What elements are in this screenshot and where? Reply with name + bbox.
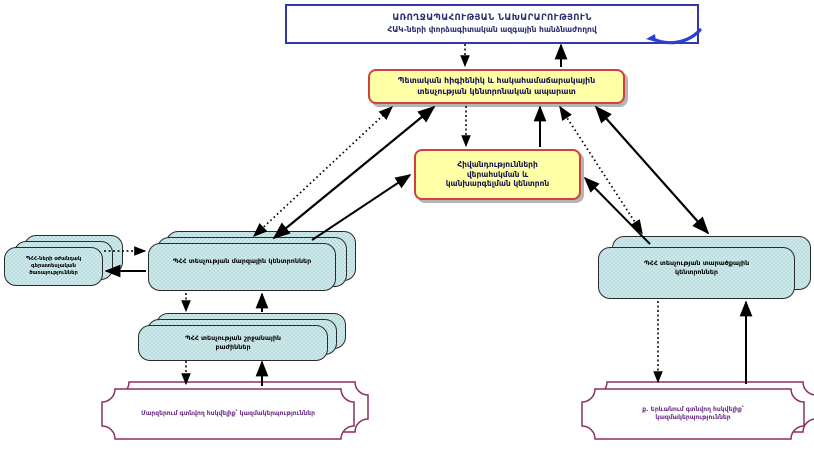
yerevan-organizations-scroll <box>578 380 814 442</box>
district-divisions-stack <box>138 325 328 361</box>
central-apparatus-line2: տեսչության կենտրոնական ապարատ <box>417 86 576 96</box>
marz-centers-stack <box>148 243 336 291</box>
marz-centers-line1: ՊՀՀ տեսչության մարզային կենտրոններ <box>172 256 312 265</box>
yerevan-organizations-label: ք. Երևանում գտնվող հսկվելիք՝ կազմակերպություններ <box>642 405 744 421</box>
disease-control-center-box <box>414 149 581 200</box>
district-divisions-line1: ՊՀՀ տեսչության շրջանային <box>184 334 282 343</box>
ministry-title-box <box>285 4 699 44</box>
ministry-title-line2: ՀԱԿ-ների փորձագիտական ազգային հանձնաժողով <box>387 24 597 34</box>
central-apparatus-box <box>368 69 625 104</box>
territorial-centers-stack <box>598 247 795 299</box>
connector-apparatus-marz-solid <box>274 107 434 238</box>
disease-control-line2: վերահսկման և <box>466 169 529 179</box>
connector-apparatus-territorial-solid <box>596 107 708 233</box>
connector-apparatus-marz-dotted <box>254 107 392 236</box>
territorial-centers-line2: կենտրոններ <box>675 268 718 276</box>
disease-control-line1: Հիվանդությունների <box>457 159 538 169</box>
territorial-centers-line1: ՊՀՀ տեսչության տարածքային <box>643 259 750 268</box>
connector-territorial-cdc-solid <box>585 178 650 244</box>
marz-organizations-label: Մարզերում գտնվող հսկվելիք՝ կազմակերպություններ <box>141 409 315 417</box>
departmental-services-line3: ծառայություններ <box>29 269 78 276</box>
departmental-services-line2: գերատեսչական <box>31 263 76 270</box>
departmental-services-stack <box>4 247 103 286</box>
central-apparatus-line1: Պետական հիգիենիկ և հակահամաճարակային <box>397 75 596 85</box>
blue-swoosh-icon <box>645 27 703 49</box>
marz-organizations-scroll <box>98 380 372 442</box>
departmental-services-line1: ՊՀՀ-ների օժանդակ <box>25 256 82 263</box>
disease-control-line3: կանխարգելման կենտրոն <box>445 179 550 189</box>
ministry-title-line1: ԱՌՈՂՋԱՊԱՀՈՒԹՅԱՆ ՆԱԽԱՐԱՐՈՒԹՅՈՒՆ <box>392 13 592 24</box>
district-divisions-line2: բաժիններ <box>215 343 251 351</box>
